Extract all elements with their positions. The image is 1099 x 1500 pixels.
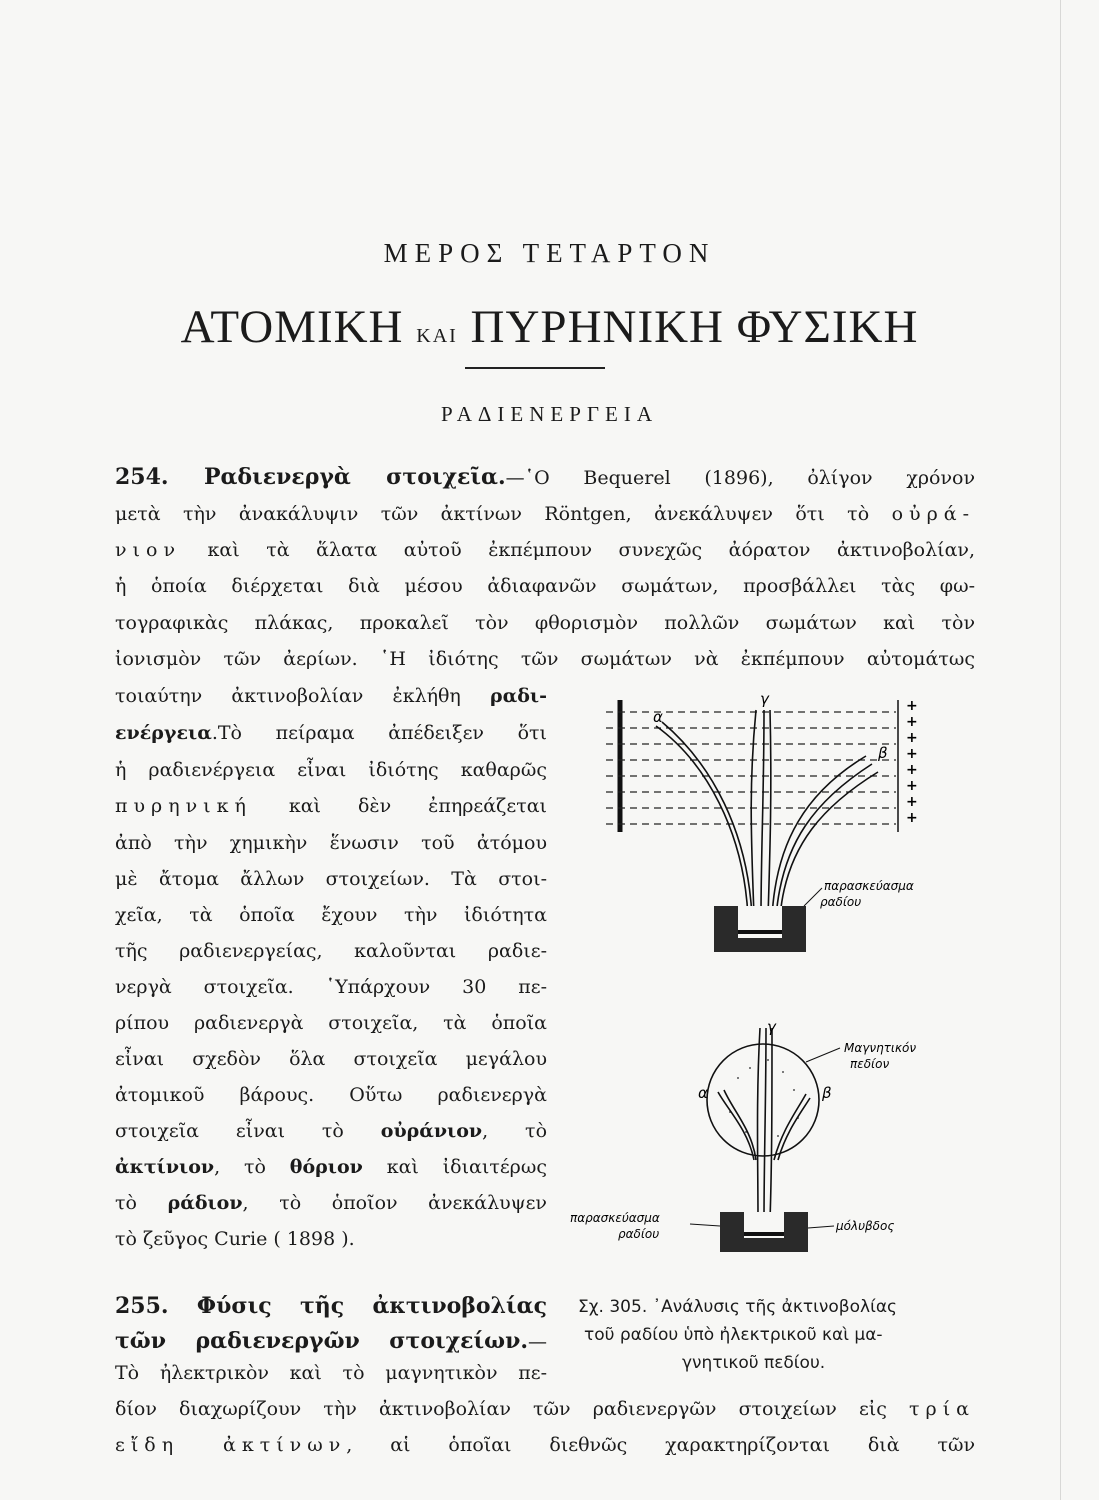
s254-line-20: ἀκτίνιον, τὸ θόριον καὶ ἰδιαιτέρως <box>115 1156 547 1178</box>
s254-line-7: τοιαύτην ἀκτινοβολίαν ἐκλήθη ραδι- <box>115 685 547 707</box>
part-title: ΜΕΡΟΣ ΤΕΤΑΡΤΟΝ <box>383 238 716 268</box>
s254-line-6: ἰονισμὸν τῶν ἀερίων. ῾Η ἰδιότης τῶν σωμάτων νὰ ἐκπέμπουν αὐτομάτως <box>115 648 975 670</box>
svg-text:+: + <box>906 746 918 762</box>
s255-line-3: εἴδη ἀκτίνων, αἱ ὁποῖαι διεθνῶς χαρακτηρίζονται διὰ τῶν <box>115 1434 976 1456</box>
s254-heading: 254. Ραδιενεργὰ στοιχεῖα. <box>115 464 506 490</box>
svg-text:+: + <box>906 762 918 778</box>
main-title-right: ΠΥΡΗΝΙΚΗ ΦΥΣΙΚΗ <box>470 301 919 353</box>
caption-line-1: Σχ. 305. ᾿Ανάλυσις τῆς ἀκτινοβολίας <box>578 1297 898 1317</box>
s254-line-16: ρίπου ραδιενεργὰ στοιχεῖα, τὰ ὁποῖα <box>115 1012 547 1034</box>
main-title <box>0 300 1099 354</box>
s254-line-12: μὲ ἄτομα ἄλλων στοιχείων. Τὰ στοι- <box>115 868 547 890</box>
s254-line-8: ενέργεια.Τὸ πείραμα ἀπέδειξεν ὅτι <box>115 722 547 744</box>
s254-line-3: νιον καὶ τὰ ἅλατα αὐτοῦ ἐκπέμπουν συνεχῶς ἀόρατον ἀκτινοβολίαν, <box>115 539 975 561</box>
svg-text:+: + <box>906 810 918 826</box>
plus-signs <box>906 698 918 826</box>
s254-line-18: ἀτομικοῦ βάρους. Οὕτω ραδιενεργὰ <box>115 1084 547 1106</box>
main-title-conjunction: ΚΑΙ <box>416 325 458 347</box>
s254-line-13: χεῖα, τὰ ὁποῖα ἔχουν τὴν ἰδιότητα <box>115 904 547 926</box>
source-label-2: παρασκεύασμα <box>570 1211 660 1225</box>
s255-heading-2: τῶν ραδιενεργῶν στοιχείων.— <box>115 1328 547 1354</box>
s255-line-1: Τὸ ἠλεκτρικὸν καὶ τὸ μαγνητικὸν πε- <box>115 1362 547 1384</box>
figure-caption <box>578 1293 978 1377</box>
s255-heading-1: 255. Φύσις τῆς ἀκτινοβολίας <box>115 1293 547 1319</box>
lead-label: μόλυβδος <box>836 1219 895 1233</box>
svg-text:+: + <box>906 698 918 714</box>
caption-line-3: γνητικοῦ πεδίου. <box>682 1353 826 1373</box>
s254-line-22: τὸ ζεῦγος Curie ( 1898 ). <box>115 1228 355 1250</box>
beta-label: β <box>878 744 888 762</box>
s254-line-4: ἡ ὁποία διέρχεται διὰ μέσου ἀδιαφανῶν σωμάτων, προσβάλλει τὰς φω- <box>115 575 975 597</box>
electric-field-figure <box>596 692 976 952</box>
s254-line-14: τῆς ραδιενεργείας, καλοῦνται ραδιε- <box>115 940 547 962</box>
source-label-1b: ραδίου <box>820 895 862 909</box>
title-rule <box>465 367 605 369</box>
caption-line-2: τοῦ ραδίου ὑπὸ ἠλεκτρικοῦ καὶ μα- <box>584 1325 883 1345</box>
source-label-1: παρασκεύασμα <box>824 879 914 893</box>
svg-text:+: + <box>906 794 918 810</box>
s254-line-15: νεργὰ στοιχεῖα. ῾Υπάρχουν 30 πε- <box>115 976 547 998</box>
svg-text:+: + <box>906 714 918 730</box>
beta-label-2: β <box>822 1084 832 1102</box>
alpha-label-2: α <box>698 1084 708 1102</box>
page-edge-shadow <box>1060 0 1061 1500</box>
alpha-label: α <box>653 708 663 726</box>
svg-text:+: + <box>906 778 918 794</box>
s254-line-11: ἀπὸ τὴν χημικὴν ἕνωσιν τοῦ ἀτόμου <box>115 832 547 854</box>
s254-line-19: στοιχεῖα εἶναι τὸ οὐράνιον, τὸ <box>115 1120 548 1142</box>
section-title: ΡΑΔΙΕΝΕΡΓΕΙΑ <box>440 402 659 426</box>
s254-line-1: 254. Ραδιενεργὰ στοιχεῖα.—῾Ο Bequerel (1896), ὀλίγον χρόνον <box>115 464 975 490</box>
gamma-label-2: γ <box>767 1020 776 1036</box>
gamma-label: γ <box>760 692 769 708</box>
s254-line-5: τογραφικὰς πλάκας, προκαλεῖ τὸν φθορισμὸν πολλῶν σωμάτων καὶ τὸν <box>115 612 975 634</box>
magnetic-field-figure <box>568 1020 968 1285</box>
s254-line-2: μετὰ τὴν ἀνακάλυψιν τῶν ἀκτίνων Röntgen, ἀνεκάλυψεν ὅτι τὸ οὐρά- <box>115 503 975 525</box>
s254-line-21: τὸ ράδιον, τὸ ὁποῖον ἀνεκάλυψεν <box>115 1192 547 1214</box>
svg-text:+: + <box>906 730 918 746</box>
magnetic-field-label-1: Μαγνητικόν <box>844 1041 917 1055</box>
s254-line-17: εἶναι σχεδὸν ὅλα στοιχεῖα μεγάλου <box>115 1048 547 1070</box>
s254-line-10: πυρηνική καὶ δὲν ἐπηρεάζεται <box>115 795 547 817</box>
main-title-left: ΑΤΟΜΙΚΗ <box>180 301 404 353</box>
source-label-2b: ραδίου <box>618 1227 660 1241</box>
magnetic-field-label-2: πεδίον <box>850 1057 890 1071</box>
s255-line-2: δίον διαχωρίζουν τὴν ἀκτινοβολίαν τῶν ραδιενεργῶν στοιχείων εἰς τρία <box>115 1398 975 1420</box>
s254-line-9: ἡ ραδιενέργεια εἶναι ἰδιότης καθαρῶς <box>115 759 547 781</box>
